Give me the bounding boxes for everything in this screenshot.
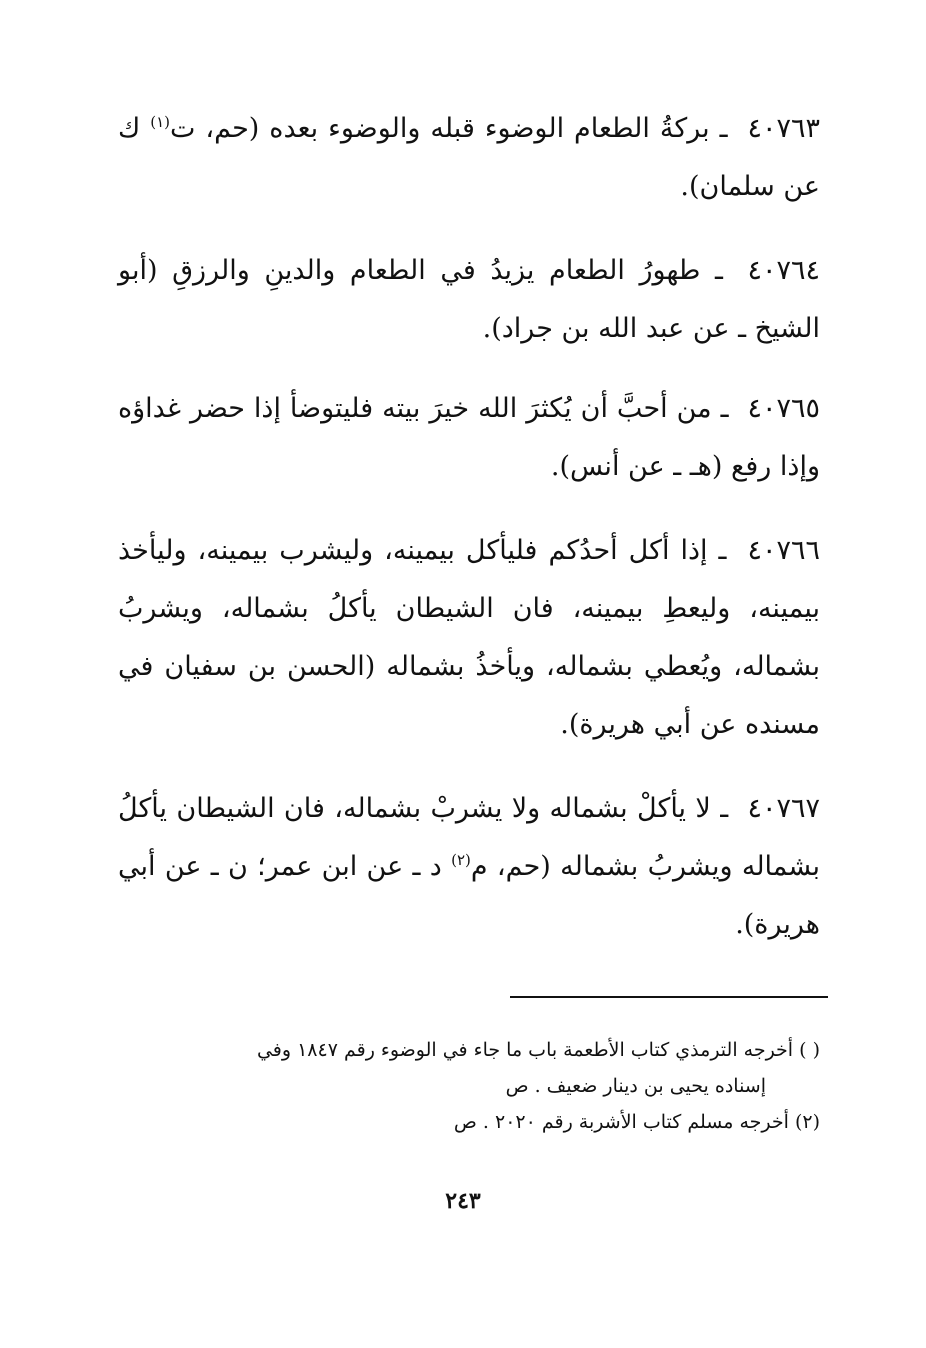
footnote-marker: ( ) (799, 1039, 820, 1061)
hadith-40763 (118, 100, 820, 216)
hadith-number: ٤٠٧٦٤ (747, 255, 820, 286)
footnote-ref: (١) (150, 113, 171, 131)
hadith-40767 (118, 780, 820, 954)
hadith-text: ـ إذا أكل أحدُكم فليأكل بيمينه، وليشرب بيمينه، وليأخذ بيمينه، وليعطِ بيمينه، فان الشيطان يأكلُ بشماله، ويشربُ بشماله، ويُعطي بشماله، ويأخذُ بشماله (الحسن بن سفيان في مسنده عن أبي هريرة). (118, 535, 820, 740)
footnote-marker: (٢) (794, 1111, 820, 1133)
hadith-text-continued: د ـ عن ابن عمر؛ ن ـ عن أبي هريرة). (118, 851, 820, 940)
footnote-text: أخرجه الترمذي كتاب الأطعمة باب ما جاء في الوضوء رقم ١٨٤٧ وفي (256, 1039, 794, 1061)
hadith-number: ٤٠٧٦٧ (747, 793, 820, 824)
hadith-text-continued: ك عن سلمان). (118, 113, 820, 202)
footnote-separator (510, 996, 828, 998)
hadith-text: ـ لا يأكلْ بشماله ولا يشربْ بشماله، فان الشيطان يأكلُ بشماله ويشربُ بشماله (حم، م (118, 793, 820, 882)
footnote-text: أخرجه مسلم كتاب الأشربة رقم ٢٠٢٠ . ص (453, 1111, 789, 1133)
hadith-text: ـ من أحبَّ أن يُكثرَ الله خيرَ بيته فليتوضأ إذا حضر غداؤه وإذا رفع (هـ ـ عن أنس). (118, 393, 820, 482)
footnote-1 (118, 1032, 820, 1068)
hadith-number: ٤٠٧٦٦ (747, 535, 820, 566)
hadith-number: ٤٠٧٦٥ (747, 393, 821, 424)
page-number: ٢٤٣ (445, 1188, 481, 1214)
hadith-40766 (118, 522, 820, 754)
hadith-40765 (118, 380, 820, 496)
hadith-number: ٤٠٧٦٣ (747, 113, 820, 144)
hadith-text: ـ طهورُ الطعام يزيدُ في الطعام والدينِ والرزقِ (أبو الشيخ ـ عن عبد الله بن جراد). (118, 255, 820, 344)
hadith-text: ـ بركةُ الطعام الوضوء قبله والوضوء بعده (حم، ت (170, 113, 728, 144)
footnote-2 (118, 1104, 820, 1140)
hadith-40764 (118, 242, 820, 358)
footnote-1-continued: إسناده يحيى بن دينار ضعيف . ص (505, 1075, 766, 1097)
footnote-ref: (٢) (451, 851, 471, 869)
footnotes (118, 1032, 820, 1140)
